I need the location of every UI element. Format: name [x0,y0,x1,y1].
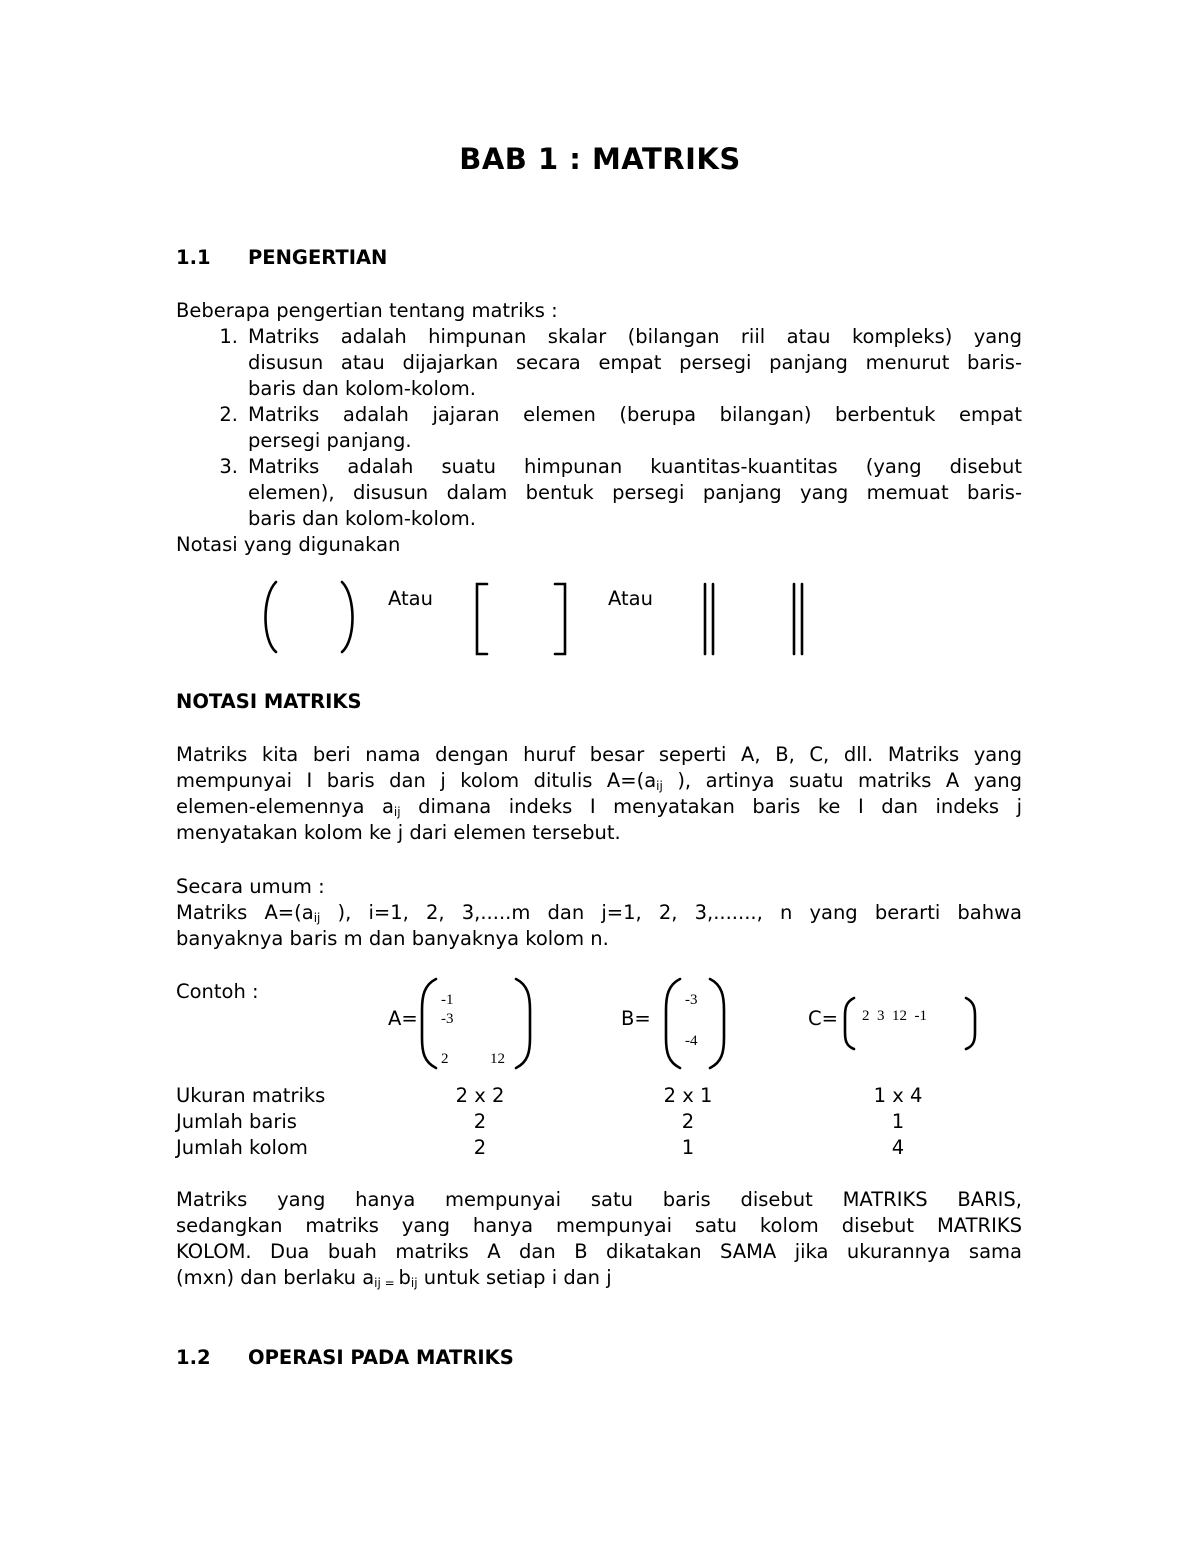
matrix-a-bracket-left [422,979,436,1068]
matrix-b-element: -4 [685,1033,698,1049]
table-row-label: Ukuran matriks [176,1084,326,1107]
matrix-a-element: 12 [490,1051,505,1067]
matrix-c-bracket-left [845,998,854,1049]
table-cell: 2 x 1 [663,1084,713,1107]
notasi-intro: Notasi yang digunakan [176,533,401,556]
matrix-a-element: 2 [441,1051,449,1067]
page-title: BAB 1 : MATRIKS [459,142,741,176]
section-2-number: 1.2 [176,1346,211,1369]
list-item-line: Matriks adalah suatu himpunan kuantitas-kuantitas (yang disebut [248,455,1022,478]
table-cell: 4 [891,1136,905,1159]
list-item-line: baris dan kolom-kolom. [248,507,476,530]
table-cell: 2 x 2 [455,1084,505,1107]
contoh-label: Contoh : [176,980,259,1003]
matrix-c-bracket-right [966,998,975,1049]
umum-label: Secara umum : [176,875,325,898]
table-cell: 1 x 4 [873,1084,923,1107]
matrix-b-name: B= [621,1007,651,1030]
table-row-label: Jumlah kolom [176,1136,308,1159]
matrix-a-bracket-right [516,979,530,1068]
paren-left [266,582,277,652]
matrix-b-bracket-left [666,979,680,1068]
matrix-c-name: C= [808,1007,838,1030]
matrix-b-bracket-right [710,979,724,1068]
paragraph-line: KOLOM. Dua buah matriks A dan B dikatakan SAMA jika ukurannya sama [176,1240,1022,1263]
list-item-line: elemen), disusun dalam bentuk persegi panjang yang memuat baris- [248,481,1022,504]
section-1-number: 1.1 [176,246,211,269]
matrix-a-name: A= [388,1007,418,1030]
table-row-label: Jumlah baris [176,1110,297,1133]
paragraph-line: banyaknya baris m dan banyaknya kolom n. [176,927,609,950]
list-item-line: Matriks adalah jajaran elemen (berupa bilangan) berbentuk empat [248,403,1022,426]
table-cell: 2 [681,1110,695,1133]
table-cell: 1 [681,1136,695,1159]
list-number: 2. [219,403,238,426]
list-number: 1. [219,325,238,348]
square-bracket-right [555,584,565,654]
matrix-c-elements: 2 3 12 -1 [862,1008,927,1024]
matrix-a-element: -1 [441,992,454,1008]
table-cell: 2 [473,1110,487,1133]
paragraph-line: sedangkan matriks yang hanya mempunyai satu kolom disebut MATRIKS [176,1214,1022,1237]
square-bracket-left [477,584,487,654]
table-cell: 2 [473,1136,487,1159]
matrix-b-element: -3 [685,992,698,1008]
list-item-line: Matriks adalah himpunan skalar (bilangan riil atau kompleks) yang [248,325,1022,348]
paragraph-line: menyatakan kolom ke j dari elemen tersebut. [176,821,621,844]
paragraph-line: Matriks yang hanya mempunyai satu baris disebut MATRIKS BARIS, [176,1188,1022,1211]
intro-text: Beberapa pengertian tentang matriks : [176,299,558,322]
section-2-title: OPERASI PADA MATRIKS [248,1346,514,1369]
paren-right [342,582,353,652]
section-1-title: PENGERTIAN [248,246,388,269]
paragraph-line: Matriks kita beri nama dengan huruf besar seperti A, B, C, dll. Matriks yang [176,743,1022,766]
atau-label: Atau [388,587,433,610]
list-item-line: baris dan kolom-kolom. [248,377,476,400]
list-number: 3. [219,455,238,478]
paragraph-line: Matriks $A=(a_{ij}$ ), i=1, 2, 3,.....m dan j=1, 2, 3,......., n yang berarti bahwa [176,901,1022,925]
matrix-a-element: -3 [441,1011,454,1027]
paragraph-line: elemen-elemennya $a_{ij}$ dimana indeks I menyatakan baris ke I dan indeks j [176,795,1023,819]
atau-label: Atau [608,587,653,610]
paragraph-line: (mxn) dan berlaku $a_{ij}$ $_=$ $b_{ij}$ untuk setiap i dan j [176,1266,612,1290]
table-cell: 1 [891,1110,905,1133]
list-item-line: disusun atau dijajarkan secara empat persegi panjang menurut baris- [248,351,1022,374]
notasi-title: NOTASI MATRIKS [176,690,362,713]
list-item-line: persegi panjang. [248,429,412,452]
paragraph-line: mempunyai I baris dan j kolom ditulis $A=(a_{ij}$ ), artinya suatu matriks A yang [176,769,1022,793]
